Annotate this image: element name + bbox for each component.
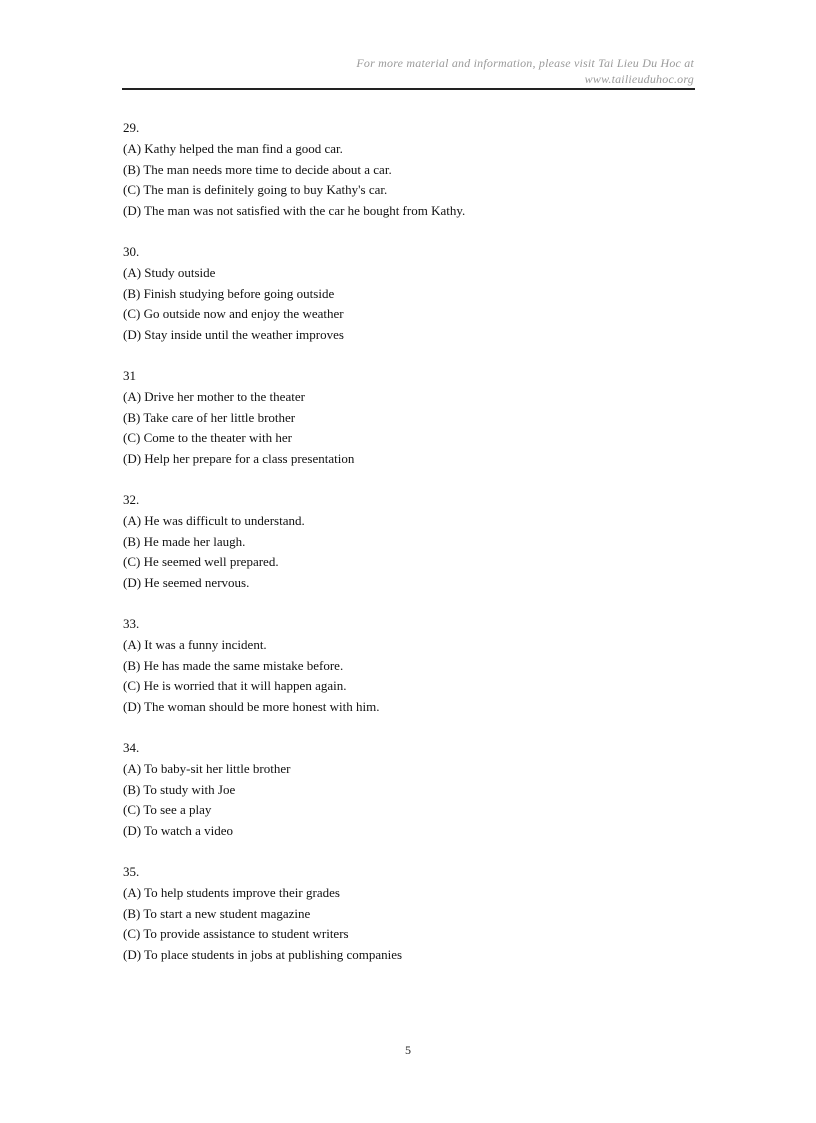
header-divider [122, 88, 695, 90]
question-block [123, 738, 703, 842]
answer-option: (C) To provide assistance to student writers [123, 926, 349, 942]
answer-option: (C) He seemed well prepared. [123, 554, 279, 570]
header-line-2: www.tailieuduhoc.org [584, 72, 694, 86]
question-number: 33. [123, 615, 140, 631]
answer-option: (C) Come to the theater with her [123, 430, 292, 446]
answer-option: (D) To place students in jobs at publishing companies [123, 947, 403, 963]
answer-option: (B) Take care of her little brother [123, 409, 296, 425]
answer-option: (A) To help students improve their grades [123, 884, 340, 900]
question-block [123, 614, 703, 718]
question-number: 30. [123, 243, 140, 259]
question-number: 31 [123, 367, 136, 383]
answer-option: (A) To baby-sit her little brother [123, 760, 291, 776]
answer-option: (B) To study with Joe [123, 781, 236, 797]
question-number: 35. [123, 863, 140, 879]
question-block [123, 862, 703, 966]
answer-option: (C) The man is definitely going to buy Kathy's car. [123, 182, 388, 198]
answer-option: (A) Study outside [123, 264, 216, 280]
answer-option: (B) The man needs more time to decide about a car. [123, 161, 392, 177]
answer-option: (B) He made her laugh. [123, 533, 246, 549]
answer-option: (C) Go outside now and enjoy the weather [123, 306, 344, 322]
answer-option: (D) Help her prepare for a class presentation [123, 451, 355, 467]
header-line-1: For more material and information, please visit Tai Lieu Du Hoc at [356, 56, 694, 70]
answer-option: (B) Finish studying before going outside [123, 285, 335, 301]
answer-option: (A) He was difficult to understand. [123, 512, 305, 528]
question-block [123, 490, 703, 594]
question-number: 34. [123, 739, 140, 755]
answer-option: (D) The woman should be more honest with him. [123, 699, 380, 715]
question-number: 32. [123, 491, 140, 507]
question-block [123, 118, 703, 222]
answer-option: (C) To see a play [123, 802, 212, 818]
answer-option: (C) He is worried that it will happen again. [123, 678, 347, 694]
question-block [123, 366, 703, 470]
answer-option: (D) Stay inside until the weather improves [123, 327, 344, 343]
answer-option: (B) He has made the same mistake before. [123, 657, 344, 673]
answer-option: (D) The man was not satisfied with the car he bought from Kathy. [123, 203, 466, 219]
answer-option: (D) To watch a video [123, 823, 234, 839]
answer-option: (B) To start a new student magazine [123, 905, 311, 921]
page-number: 5 [405, 1043, 411, 1057]
question-number: 29. [123, 120, 140, 135]
answer-option: (A) It was a funny incident. [123, 636, 267, 652]
answer-option: (A) Kathy helped the man find a good car. [123, 140, 343, 156]
page-header [122, 55, 694, 87]
question-list [123, 118, 703, 986]
answer-option: (D) He seemed nervous. [123, 575, 250, 591]
question-block [123, 242, 703, 346]
answer-option: (A) Drive her mother to the theater [123, 388, 305, 404]
